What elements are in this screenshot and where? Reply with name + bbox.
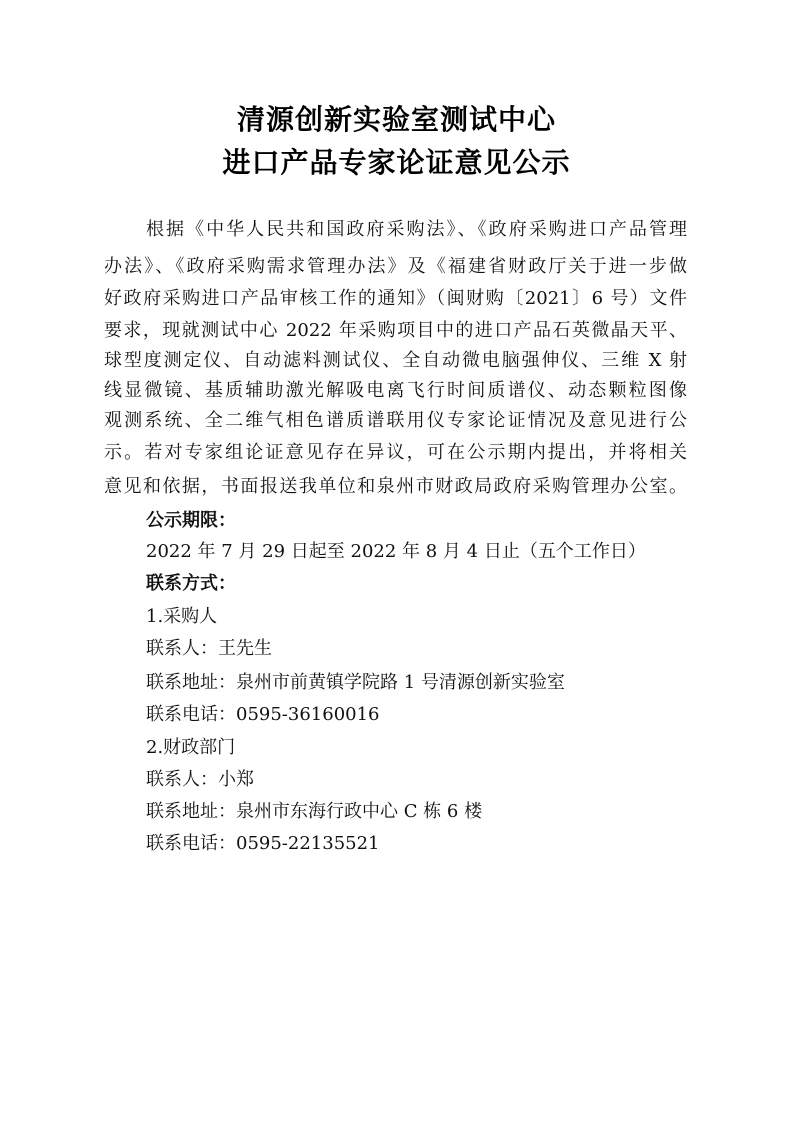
paragraph-line: 线显微镜、基质辅助激光解吸电离飞行时间质谱仪、动态颗粒图像 [104,380,687,401]
paragraph-line: 观测系统、全二维气相色谱质谱联用仪专家论证情况及意见进行公 [104,410,687,431]
contact-heading: 联系方式： [146,573,236,594]
paragraph-line: 球型度测定仪、自动滤料测试仪、全自动微电脑强伸仪、三维 X 射 [104,350,687,371]
title-line-2: 进口产品专家论证意见公示 [222,146,571,179]
period-value: 2022 年 7 月 29 日起至 2022 年 8 月 4 日止（五个工作日） [146,541,646,562]
paragraph-line: 好政府采购进口产品审核工作的通知》（闽财购〔2021〕6 号）文件 [104,288,687,309]
buyer-label: 1.采购人 [146,606,218,627]
buyer-person: 联系人：王先生 [146,638,272,659]
finance-label: 2.财政部门 [146,737,236,758]
paragraph-line: 要求，现就测试中心 2022 年采购项目中的进口产品石英微晶天平、 [104,320,687,341]
paragraph-line: 意见和依据，书面报送我单位和泉州市财政局政府采购管理办公室。 [104,476,687,497]
period-heading: 公示期限： [146,510,236,531]
title-line-1: 清源创新实验室测试中心 [236,103,556,136]
finance-address: 联系地址：泉州市东海行政中心 C 栋 6 楼 [146,801,483,822]
finance-person: 联系人：小郑 [146,769,254,790]
buyer-phone: 联系电话：0595-36160016 [146,704,380,725]
buyer-address: 联系地址：泉州市前黄镇学院路 1 号清源创新实验室 [146,672,565,693]
paragraph-line: 根据《中华人民共和国政府采购法》、《政府采购进口产品管理 [146,219,687,240]
paragraph-line: 办法》、《政府采购需求管理办法》及《福建省财政厅关于进一步做 [104,256,687,277]
paragraph-line: 示。若对专家组论证意见存在异议，可在公示期内提出，并将相关 [104,442,687,463]
finance-phone: 联系电话：0595-22135521 [146,833,380,854]
